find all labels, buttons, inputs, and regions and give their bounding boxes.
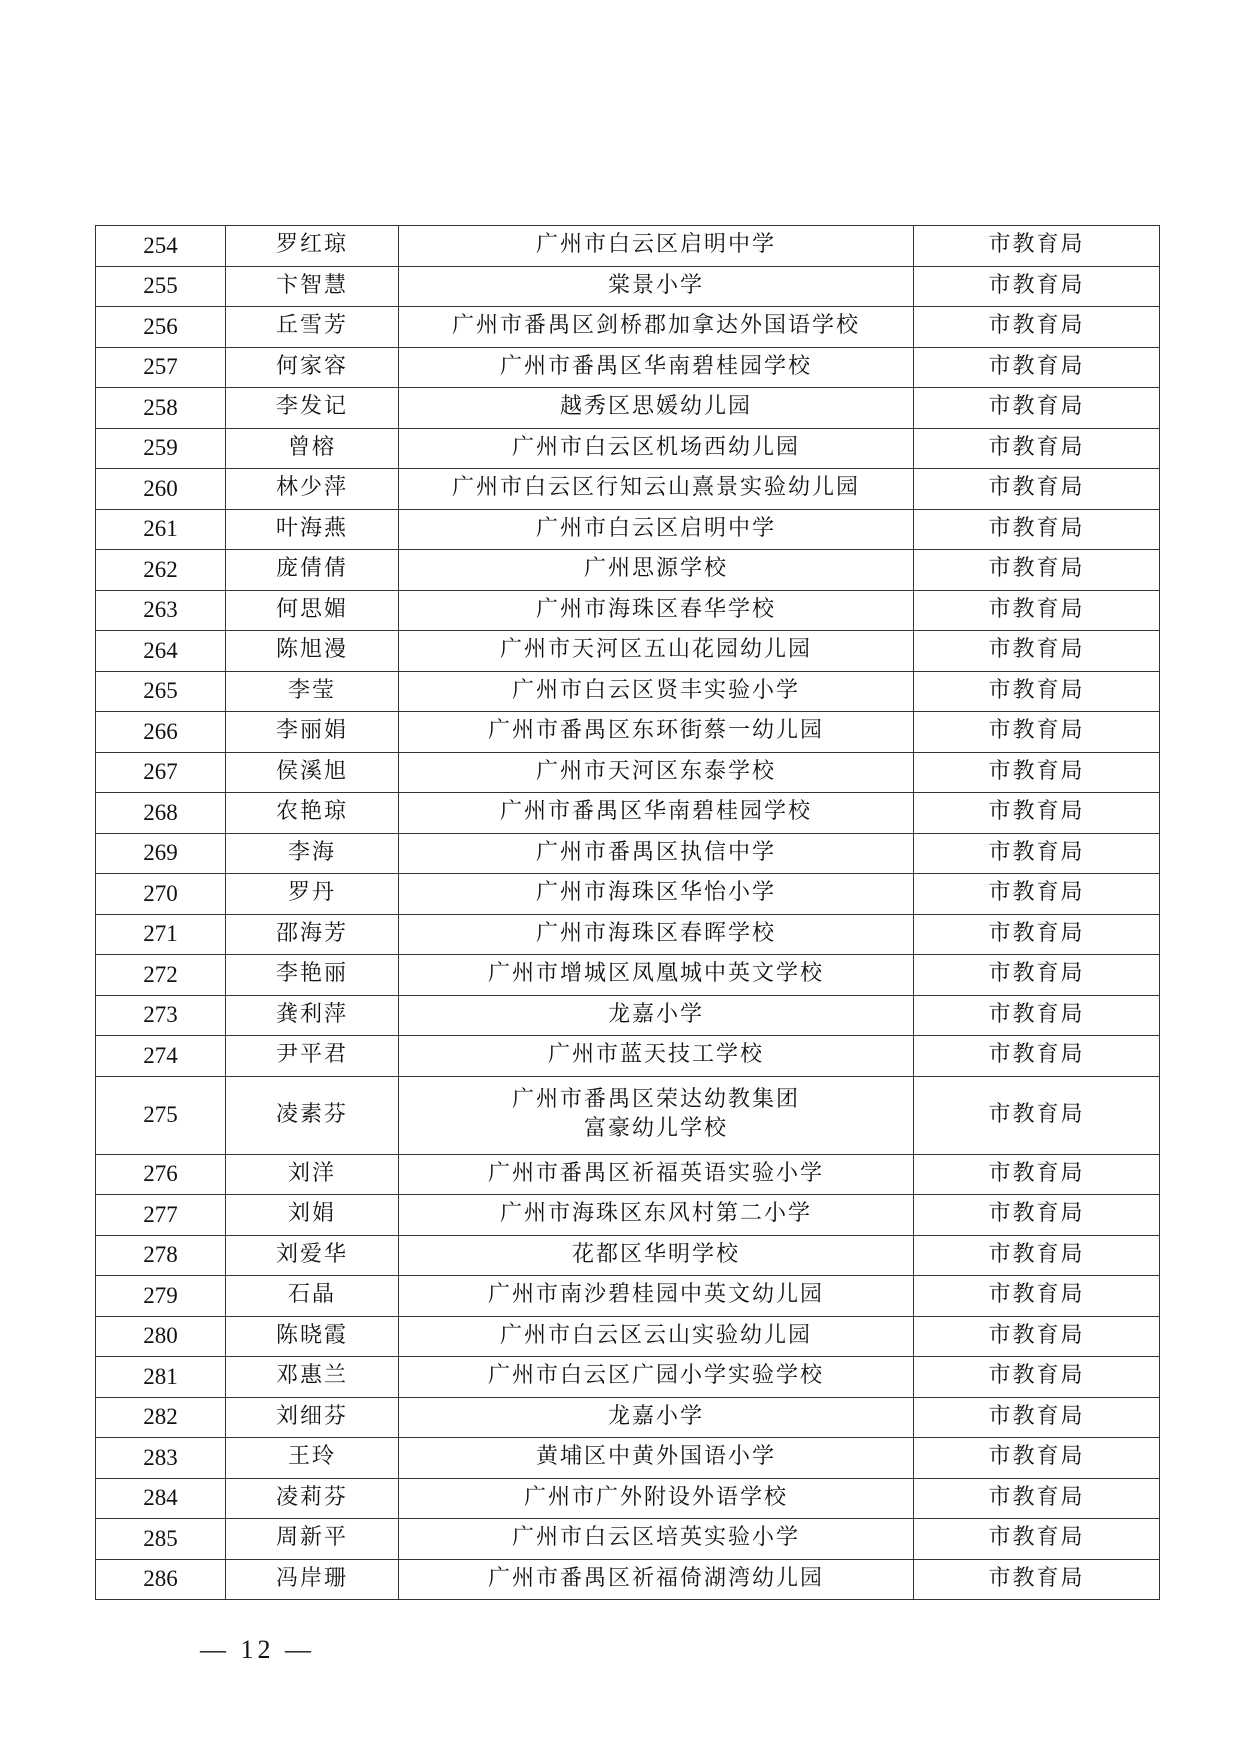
work-unit [399,874,914,915]
row-number: 272 [96,955,226,996]
work-unit-line: 广州市蓝天技工学校 [547,1042,764,1068]
recommending-department: 市教育局 [914,793,1160,834]
work-unit-line: 越秀区思媛幼儿园 [559,394,752,420]
table-row [96,1235,1160,1276]
person-name: 周新平 [226,1519,399,1560]
table-row [96,914,1160,955]
row-number: 285 [96,1519,226,1560]
work-unit [399,1438,914,1479]
row-number: 275 [96,1076,226,1154]
recommending-department: 市教育局 [914,1154,1160,1195]
work-unit [399,833,914,874]
person-name: 李丽娟 [226,712,399,753]
row-number: 268 [96,793,226,834]
row-number: 280 [96,1316,226,1357]
table-row [96,874,1160,915]
row-number: 278 [96,1235,226,1276]
work-unit [399,590,914,631]
work-unit-line: 龙嘉小学 [607,1403,704,1429]
row-number: 277 [96,1195,226,1236]
work-unit [399,1478,914,1519]
work-unit [399,1316,914,1357]
person-name: 林少萍 [226,469,399,510]
recommending-department: 市教育局 [914,1316,1160,1357]
work-unit-line: 广州市海珠区华怡小学 [535,880,776,906]
work-unit-line: 广州市番禺区华南碧桂园学校 [499,799,812,825]
work-unit-line: 棠景小学 [607,272,704,298]
work-unit [399,266,914,307]
row-number: 264 [96,631,226,672]
recommending-department: 市教育局 [914,1276,1160,1317]
person-name: 王玲 [226,1438,399,1479]
person-name: 李莹 [226,671,399,712]
recommending-department: 市教育局 [914,226,1160,267]
recommending-department: 市教育局 [914,914,1160,955]
person-name: 邵海芳 [226,914,399,955]
table-row [96,1154,1160,1195]
row-number: 255 [96,266,226,307]
table-row [96,469,1160,510]
recommending-department: 市教育局 [914,671,1160,712]
table-row [96,671,1160,712]
recommending-department: 市教育局 [914,307,1160,348]
row-number: 271 [96,914,226,955]
table-row [96,1276,1160,1317]
person-name: 卞智慧 [226,266,399,307]
work-unit [399,550,914,591]
work-unit [399,712,914,753]
work-unit-line: 富豪幼儿学校 [583,1116,728,1141]
work-unit-line: 广州市广外附设外语学校 [523,1484,788,1510]
person-name: 何家容 [226,347,399,388]
work-unit [399,995,914,1036]
row-number: 273 [96,995,226,1036]
recommending-department: 市教育局 [914,1559,1160,1600]
work-unit [399,793,914,834]
recommending-department: 市教育局 [914,1357,1160,1398]
work-unit-line: 广州市白云区培英实验小学 [511,1525,800,1551]
table-row [96,833,1160,874]
table-row [96,550,1160,591]
person-name: 丘雪芳 [226,307,399,348]
work-unit-line: 广州市天河区五山花园幼儿园 [499,637,812,663]
work-unit [399,752,914,793]
person-name: 陈旭漫 [226,631,399,672]
recommending-department: 市教育局 [914,1076,1160,1154]
work-unit [399,1036,914,1077]
person-name: 凌莉芬 [226,1478,399,1519]
work-unit [399,671,914,712]
row-number: 256 [96,307,226,348]
row-number: 257 [96,347,226,388]
row-number: 263 [96,590,226,631]
table-row [96,347,1160,388]
person-name: 刘爱华 [226,1235,399,1276]
roster-table [95,225,1160,1600]
work-unit [399,1235,914,1276]
work-unit [399,307,914,348]
person-name: 龚利萍 [226,995,399,1036]
work-unit [399,469,914,510]
table-row [96,631,1160,672]
table-row [96,1478,1160,1519]
table-row [96,1076,1160,1154]
person-name: 刘细芬 [226,1397,399,1438]
work-unit-line: 广州市白云区启明中学 [535,515,776,541]
table-row [96,590,1160,631]
recommending-department: 市教育局 [914,347,1160,388]
work-unit-line: 广州市海珠区东风村第二小学 [499,1201,812,1227]
work-unit [399,1076,914,1154]
work-unit-line: 广州市南沙碧桂园中英文幼儿园 [487,1282,824,1308]
recommending-department: 市教育局 [914,712,1160,753]
work-unit-line: 广州市番禺区祈福倚湖湾幼儿园 [487,1565,824,1591]
work-unit [399,347,914,388]
table-row [96,1036,1160,1077]
work-unit-line: 黄埔区中黄外国语小学 [535,1444,776,1470]
work-unit [399,226,914,267]
table-row [96,1438,1160,1479]
work-unit-line: 广州市增城区凤凰城中英文学校 [487,961,824,987]
person-name: 刘洋 [226,1154,399,1195]
recommending-department: 市教育局 [914,752,1160,793]
work-unit [399,509,914,550]
table-row [96,955,1160,996]
work-unit-line: 广州市天河区东泰学校 [535,758,776,784]
recommending-department: 市教育局 [914,833,1160,874]
work-unit [399,388,914,429]
person-name: 李艳丽 [226,955,399,996]
recommending-department: 市教育局 [914,1036,1160,1077]
work-unit [399,631,914,672]
work-unit-line: 广州市番禺区华南碧桂园学校 [499,353,812,379]
table-row [96,793,1160,834]
work-unit-line: 广州市番禺区执信中学 [535,839,776,865]
person-name: 罗丹 [226,874,399,915]
person-name: 叶海燕 [226,509,399,550]
person-name: 凌素芬 [226,1076,399,1154]
table-row [96,752,1160,793]
work-unit-line: 广州市白云区机场西幼儿园 [511,434,800,460]
person-name: 庞倩倩 [226,550,399,591]
person-name: 尹平君 [226,1036,399,1077]
work-unit [399,955,914,996]
roster-body [96,226,1160,1600]
table-row [96,1316,1160,1357]
row-number: 283 [96,1438,226,1479]
work-unit [399,1397,914,1438]
row-number: 265 [96,671,226,712]
person-name: 何思媚 [226,590,399,631]
person-name: 冯岸珊 [226,1559,399,1600]
person-name: 侯溪旭 [226,752,399,793]
person-name: 石晶 [226,1276,399,1317]
table-row [96,226,1160,267]
row-number: 259 [96,428,226,469]
recommending-department: 市教育局 [914,388,1160,429]
person-name: 农艳琼 [226,793,399,834]
row-number: 270 [96,874,226,915]
person-name: 陈晓霞 [226,1316,399,1357]
table-row [96,1559,1160,1600]
recommending-department: 市教育局 [914,1195,1160,1236]
recommending-department: 市教育局 [914,1235,1160,1276]
work-unit-line: 广州市白云区行知云山熹景实验幼儿园 [451,475,860,501]
person-name: 刘娟 [226,1195,399,1236]
row-number: 266 [96,712,226,753]
recommending-department: 市教育局 [914,469,1160,510]
work-unit [399,428,914,469]
table-row [96,712,1160,753]
row-number: 261 [96,509,226,550]
table-row [96,995,1160,1036]
table-row [96,428,1160,469]
recommending-department: 市教育局 [914,955,1160,996]
person-name: 李发记 [226,388,399,429]
work-unit-line: 广州市白云区启明中学 [535,232,776,258]
table-row [96,1195,1160,1236]
row-number: 267 [96,752,226,793]
person-name: 曾榕 [226,428,399,469]
work-unit-line: 花都区华明学校 [571,1241,740,1267]
work-unit-line: 广州市海珠区春晖学校 [535,920,776,946]
recommending-department: 市教育局 [914,550,1160,591]
recommending-department: 市教育局 [914,995,1160,1036]
row-number: 269 [96,833,226,874]
row-number: 282 [96,1397,226,1438]
table-row [96,266,1160,307]
work-unit-line: 广州市番禺区东环街蔡一幼儿园 [487,718,824,744]
work-unit-line: 龙嘉小学 [607,1001,704,1027]
recommending-department: 市教育局 [914,1397,1160,1438]
table-row [96,1397,1160,1438]
recommending-department: 市教育局 [914,631,1160,672]
person-name: 罗红琼 [226,226,399,267]
row-number: 254 [96,226,226,267]
table-row [96,388,1160,429]
work-unit-line: 广州市番禺区荣达幼教集团 [511,1087,800,1113]
page-number: — 12 — [200,1635,315,1664]
recommending-department: 市教育局 [914,874,1160,915]
work-unit-line: 广州市白云区广园小学实验学校 [487,1363,824,1389]
row-number: 274 [96,1036,226,1077]
work-unit-line: 广州市番禺区剑桥郡加拿达外国语学校 [451,313,860,339]
work-unit [399,1519,914,1560]
person-name: 邓惠兰 [226,1357,399,1398]
recommending-department: 市教育局 [914,590,1160,631]
recommending-department: 市教育局 [914,509,1160,550]
work-unit [399,1357,914,1398]
recommending-department: 市教育局 [914,428,1160,469]
work-unit [399,1195,914,1236]
row-number: 286 [96,1559,226,1600]
work-unit-line: 广州市白云区贤丰实验小学 [511,677,800,703]
recommending-department: 市教育局 [914,1519,1160,1560]
table-row [96,1519,1160,1560]
work-unit [399,1154,914,1195]
work-unit-line: 广州市海珠区春华学校 [535,596,776,622]
table-row [96,307,1160,348]
row-number: 279 [96,1276,226,1317]
recommending-department: 市教育局 [914,1478,1160,1519]
recommending-department: 市教育局 [914,266,1160,307]
table-row [96,1357,1160,1398]
row-number: 260 [96,469,226,510]
work-unit-line: 广州市白云区云山实验幼儿园 [499,1322,812,1348]
row-number: 262 [96,550,226,591]
row-number: 276 [96,1154,226,1195]
recommending-department: 市教育局 [914,1438,1160,1479]
work-unit-line: 广州市番禺区祈福英语实验小学 [487,1160,824,1186]
work-unit-line: 广州思源学校 [583,556,728,582]
person-name: 李海 [226,833,399,874]
work-unit [399,1559,914,1600]
table-row [96,509,1160,550]
work-unit [399,1276,914,1317]
row-number: 281 [96,1357,226,1398]
work-unit [399,914,914,955]
row-number: 284 [96,1478,226,1519]
row-number: 258 [96,388,226,429]
